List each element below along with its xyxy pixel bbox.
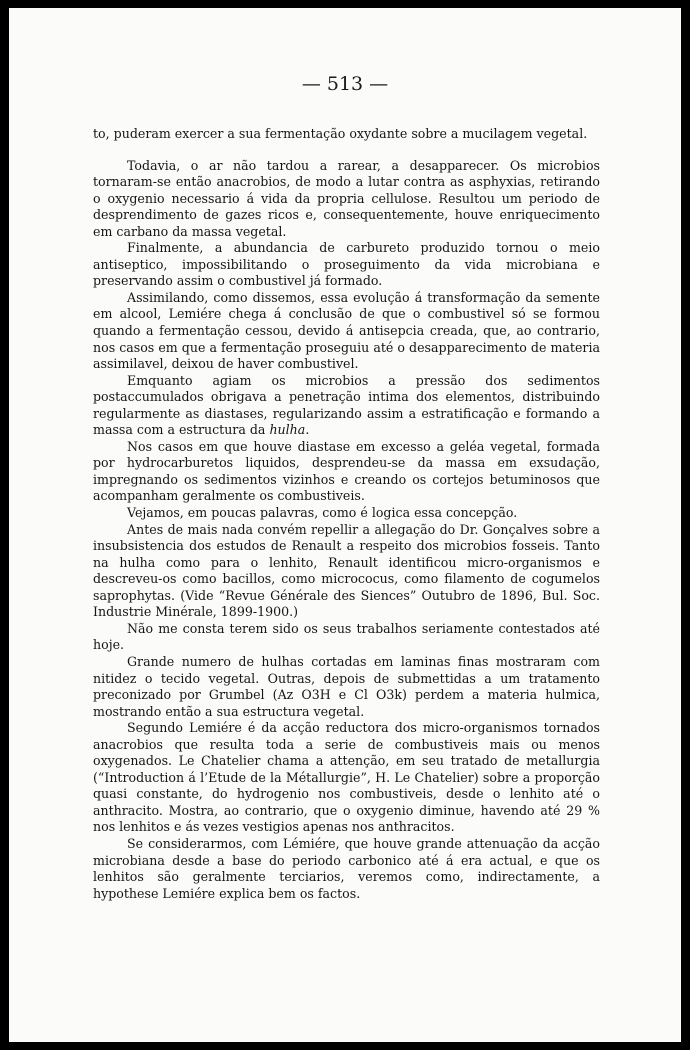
body-text bbox=[93, 126, 600, 902]
paragraph bbox=[93, 373, 600, 439]
paragraph: Grande numero de hulhas cortadas em laminas finas mostraram com nitidez o tecido vegetal. Outras, depois de submettidas a um tratamento preconizado por Grumbel (Az O3H e Cl O3k) perdem a materia hulmica, mostrando então a sua estructura vegetal. bbox=[93, 653, 600, 719]
paragraph: to, puderam exercer a sua fermentação oxydante sobre a mucilagem vegetal. bbox=[93, 126, 588, 141]
paragraph: Nos casos em que houve diastase em excesso a geléa vegetal, formada por hydrocarburetos liquidos, desprendeu-se da massa em exsudação, impregnando os sedimentos vizinhos e creando os cortejos betuminosos que acompanham geralmente os combustiveis. bbox=[93, 438, 600, 504]
paragraph-text: Emquanto agiam os microbios a pressão dos sedimentos postaccumulados obrigava a penetração intima dos elementos, distribuindo regularmente as diastases, regularizando assim a estratificação e formando a massa com a estructura da bbox=[93, 372, 600, 438]
paragraph: Todavia, o ar não tardou a rarear, a desapparecer. Os microbios tornaram-se então anacrobios, de modo a lutar contra as asphyxias, retirando o oxygenio necessario á vida da propria cellulose. Resultou um periodo de desprendimento de gazes ricos e, consequentemente, houve enriquecimento em carbano da massa vegetal. bbox=[93, 157, 600, 239]
page-number: — 513 — bbox=[301, 73, 389, 95]
paragraph: Se considerarmos, com Lémiére, que houve grande attenuação da acção microbiana desde a base do periodo carbonico até á era actual, e que os lenhitos são geralmente terciarios, veremos como, indirectamente, a hypothese Lemiére explica bem os factos. bbox=[93, 835, 600, 901]
paragraph: Assimilando, como dissemos, essa evolução á transformação da semente em alcool, Lemiére chega á conclusão de que o combustivel só se formou quando a fermentação cessou, devido á antisepcia creada, que, ao contrario, nos casos em que a fermentação proseguiu até o desapparecimento de materia assimilavel, deixou de haver combustivel. bbox=[93, 289, 600, 372]
paragraph: Vejamos, em poucas palavras, como é logica essa concepção. bbox=[127, 505, 518, 521]
italic-term: hulha bbox=[269, 422, 306, 438]
paragraph-tail: . bbox=[305, 422, 310, 438]
paragraph: Segundo Lemiére é da acção reductora dos micro-organismos tornados anacrobios que resulta toda a serie de combustiveis mais ou menos oxygenados. Le Chatelier chama a attenção, em seu tratado de metallurgia (“Introduction á l’Etude de la Métallurgie”, H. Le Chatelier) sobre a proporção quasi constante, do hydrogenio nos combustiveis, desde o lenhito até o anthracito. Mostra, ao contrario, que o oxygenio diminue, havendo até 29 % nos lenhitos e ás vezes vestigios apenas nos anthracitos. bbox=[93, 720, 600, 835]
paragraph: Finalmente, a abundancia de carbureto produzido tornou o meio antiseptico, impossibilitando o proseguimento da vida microbiana e preservando assim o combustivel já formado. bbox=[93, 240, 600, 289]
page-sheet bbox=[9, 8, 681, 1042]
paragraph: Não me consta terem sido os seus trabalhos seriamente contestados até hoje. bbox=[93, 620, 600, 653]
paragraph: Antes de mais nada convém repellir a allegação do Dr. Gonçalves sobre a insubsistencia dos estudos de Renault a respeito dos microbios fosseis. Tanto na hulha como para o lenhito, Renault identificou micro-organismos e descreveu-os como bacillos, como micrococus, como filamento de cogumelos saprophytas. (Vide “Revue Générale des Siences” Outubro de 1896, Bul. Soc. Industrie Minérale, 1899-1900.) bbox=[93, 521, 600, 620]
